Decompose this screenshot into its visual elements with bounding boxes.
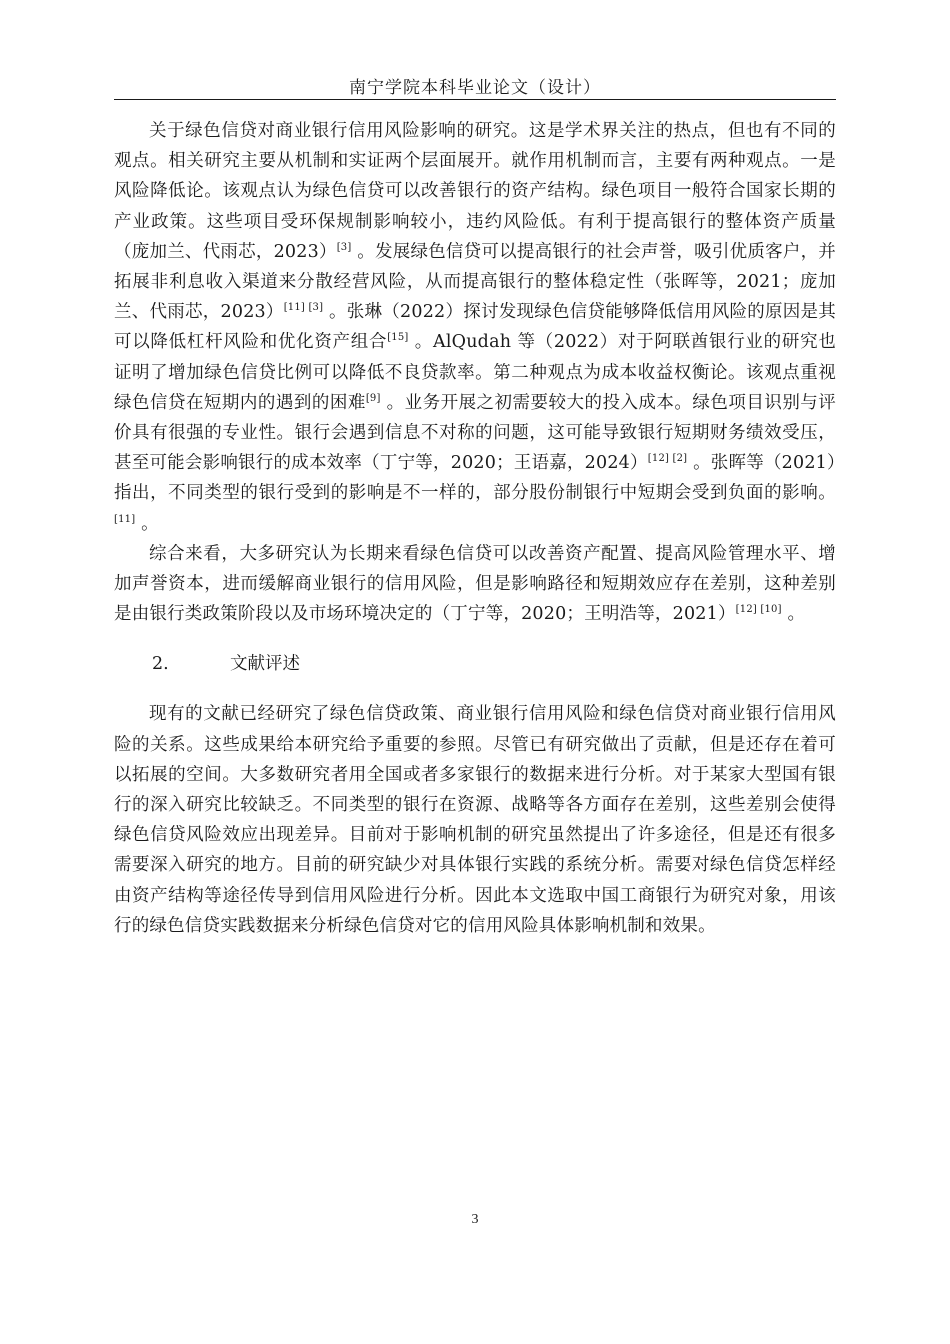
- citation-marker: [12] [2]: [647, 453, 688, 465]
- text-run: 。: [135, 513, 159, 534]
- text-run: 。AlQudah 等（2022）对于阿联酋银行业的研究也证明了增加绿色信贷比例可以降低不良贷款率。第二种观点为成本收益权衡论。该观点重视绿色信贷在短期内的遇到的困难: [114, 332, 836, 413]
- citation-marker: [12] [10]: [735, 604, 782, 616]
- text-run: 。张琳（2022）探讨发现绿色信贷能够降低信用风险的原因是其可以降低杠杆风险和优化资产组合: [114, 302, 836, 353]
- text-run: 综合来看，大多研究认为长期来看绿色信贷可以改善资产配置、提高风险管理水平、增加声誉资本，进而缓解商业银行的信用风险，但是影响路径和短期效应存在差别，这种差别是由银行类政策阶段以及市场环境决定的（丁宁等，2020；王明浩等，2021）: [114, 543, 836, 625]
- body-text: [114, 116, 836, 941]
- page-number: 3: [471, 1212, 479, 1227]
- citation-marker: [11]: [114, 513, 136, 525]
- text-run: 。: [781, 604, 806, 625]
- paragraph-summary: [114, 539, 836, 630]
- text-run: 。张晖等（2021）指出，不同类型的银行受到的影响是不一样的，部分股份制银行中短期会受到负面的影响。: [114, 453, 836, 504]
- section-number: 2.: [152, 654, 169, 675]
- text-run: 关于绿色信贷对商业银行信用风险影响的研究。这是学术界关注的热点，但也有不同的观点。相关研究主要从机制和实证两个层面展开。就作用机制而言，主要有两种观点。一是风险降低论。该观点认为绿色信贷可以改善银行的资产结构。绿色项目一般符合国家长期的产业政策。这些项目受环保规制影响较小，违约风险低。有利于提高银行的整体资产质量（庞加兰、代雨芯，2023）: [114, 121, 836, 262]
- section-heading: [114, 652, 836, 676]
- text-run: 。发展绿色信贷可以提高银行的社会声誉，吸引优质客户，并拓展非利息收入渠道来分散经营风险，从而提高银行的整体稳定性（张晖等，2021；庞加兰、代雨芯，2023）: [114, 241, 836, 323]
- citation-marker: [11] [3]: [283, 302, 324, 314]
- header-rule: [114, 99, 836, 100]
- citation-marker: [3]: [336, 241, 352, 253]
- section-title: 文献评述: [230, 654, 300, 675]
- citation-marker: [15]: [387, 332, 409, 344]
- paragraph-review: 现有的文献已经研究了绿色信贷政策、商业银行信用风险和绿色信贷对商业银行信用风险的关系。这些成果给本研究给予重要的参照。尽管已有研究做出了贡献，但是还存在着可以拓展的空间。大多数研究者用全国或者多家银行的数据来进行分析。对于某家大型国有银行的深入研究比较缺乏。不同类型的银行在资源、战略等各方面存在差别，这些差别会使得绿色信贷风险效应出现差异。目前对于影响机制的研究虽然提出了许多途径，但是还有很多需要深入研究的地方。目前的研究缺少对具体银行实践的系统分析。需要对绿色信贷怎样经由资产结构等途径传导到信用风险进行分析。因此本文选取中国工商银行为研究对象，用该行的绿色信贷实践数据来分析绿色信贷对它的信用风险具体影响机制和效果。: [114, 704, 836, 936]
- citation-marker: [9]: [365, 392, 381, 404]
- running-header: 南宁学院本科毕业论文（设计）: [349, 78, 601, 98]
- text-run: 。业务开展之初需要较大的投入成本。绿色项目识别与评价具有很强的专业性。银行会遇到信息不对称的问题，这可能导致银行短期财务绩效受压，甚至可能会影响银行的成本效率（丁宁等，2020；王语嘉，2024）: [114, 392, 836, 474]
- paragraph-mechanism: [114, 116, 836, 539]
